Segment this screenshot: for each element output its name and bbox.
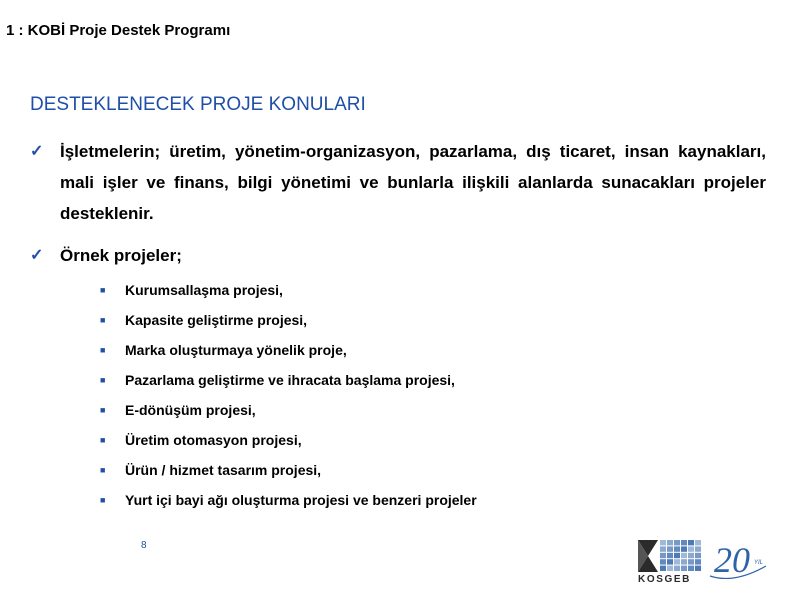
square-bullet-icon: ■ [100,285,106,295]
square-bullet-icon: ■ [100,435,106,445]
list-item-text: Ürün / hizmet tasarım projesi, [125,462,322,478]
check-item-text: İşletmelerin; üretim, yönetim-organizasyon, pazarlama, dış ticaret, insan kaynakları, mali işler ve finans, bilgi yönetimi ve bunlarla ilişkili alanlarda sunacakları projeler desteklenir. [60,142,766,223]
logo-grid-cell [667,540,673,545]
square-bullet-icon: ■ [100,345,106,355]
logo-grid-cell [695,540,701,545]
check-item-example-projects [30,240,766,271]
page-number: 8 [141,540,147,551]
list-item-text: E-dönüşüm projesi, [125,402,256,418]
slide-title: 1 : KOBİ Proje Destek Programı [6,22,231,39]
logo-grid-cell [681,540,687,545]
kosgeb-logo [634,536,770,584]
checkmark-icon: ✓ [30,143,44,160]
checkmark-icon: ✓ [30,247,44,264]
logo-grid-cell [674,559,680,564]
logo-grid-cell [660,553,666,558]
logo-anniversary-suffix: YIL [754,560,764,566]
list-item [100,426,477,456]
check-item-support-areas [30,136,766,229]
list-item [100,366,477,396]
logo-grid-cell [660,559,666,564]
logo-grid-cell [681,553,687,558]
list-item-text: Pazarlama geliştirme ve ihracata başlama projesi, [125,372,455,388]
logo-grid-cell [695,553,701,558]
logo-wordmark: KOSGEB [638,574,691,584]
list-item [100,336,477,366]
logo-grid-cell [660,566,666,571]
list-item [100,456,477,486]
square-bullet-icon: ■ [100,465,106,475]
section-heading: DESTEKLENECEK PROJE KONULARI [30,94,366,115]
list-item [100,306,477,336]
list-item-text: Kapasite geliştirme projesi, [125,312,308,328]
square-bullet-icon: ■ [100,495,106,505]
list-item [100,486,477,516]
logo-grid-cell [681,566,687,571]
logo-grid-cell [674,546,680,551]
logo-mark [638,540,701,572]
logo-grid-cell [667,553,673,558]
logo-grid-cell [681,546,687,551]
square-bullet-icon: ■ [100,405,106,415]
logo-grid-cell [674,566,680,571]
logo-grid-cell [667,566,673,571]
logo-grid-cell [674,553,680,558]
logo-grid-cell [660,546,666,551]
logo-grid-cell [667,546,673,551]
logo-grid-cell [695,559,701,564]
logo-grid-cell [695,546,701,551]
square-bullet-icon: ■ [100,315,106,325]
logo-grid-cell [667,559,673,564]
example-projects-list [100,276,477,516]
logo-grid-cell [695,566,701,571]
logo-grid-cell [660,540,666,545]
logo-grid-cell [688,559,694,564]
list-item-text: Marka oluşturmaya yönelik proje, [125,342,347,358]
check-item-text: Örnek projeler; [60,246,182,265]
list-item-text: Yurt içi bayi ağı oluşturma projesi ve benzeri projeler [125,492,477,508]
list-item [100,276,477,306]
list-item-text: Üretim otomasyon projesi, [125,432,302,448]
square-bullet-icon: ■ [100,375,106,385]
list-item [100,396,477,426]
list-item-text: Kurumsallaşma projesi, [125,282,283,298]
logo-grid-cell [688,540,694,545]
logo-anniversary-number: 20 [714,540,750,580]
logo-grid-cell [688,553,694,558]
logo-grid-cell [688,566,694,571]
logo-grid-cell [688,546,694,551]
logo-grid-cell [681,559,687,564]
logo-grid-cell [674,540,680,545]
